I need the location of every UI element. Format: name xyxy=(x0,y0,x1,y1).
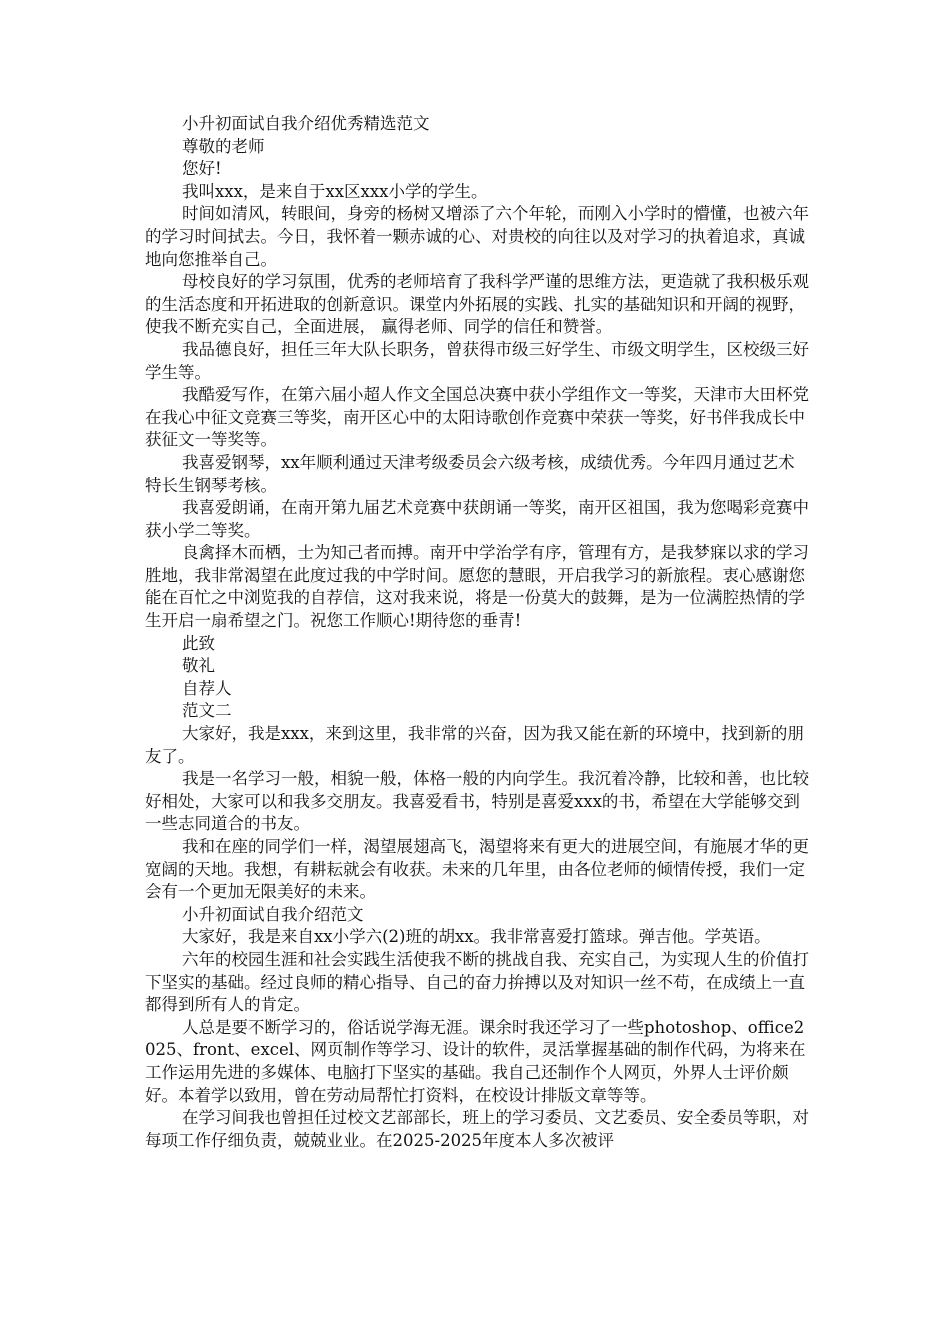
document-title: 小升初面试自我介绍优秀精选范文 xyxy=(182,114,430,133)
paragraph: 我是一名学习一般，相貌一般，体格一般的内向学生。我沉着冷静，比较和善，也比较好相处，大家可以和我多交朋友。我喜爱看书，特别是喜爱xxx的书，希望在大学能够交到一些志同道合的书友。 xyxy=(145,769,809,834)
paragraph: 母校良好的学习氛围，优秀的老师培育了我科学严谨的思维方法，更造就了我积极乐观的生活态度和开拓进取的创新意识。课堂内外拓展的实践、扎实的基础知识和开阔的视野，使我不断充实自己，全面进展， 赢得老师、同学的信任和赞誉。 xyxy=(145,272,809,337)
paragraph: 大家好，我是来自xx小学六(2)班的胡xx。我非常喜爱打篮球。弹吉他。学英语。 xyxy=(182,927,771,947)
paragraph: 我酷爱写作，在第六届小超人作文全国总决赛中获小学组作文一等奖，天津市大田杯党在我心中征文竞赛三等奖，南开区心中的太阳诗歌创作竞赛中荣获一等奖，好书伴我成长中获征文一等奖等。 xyxy=(145,385,809,450)
paragraph: 时间如清风，转眼间，身旁的杨树又增添了六个年轮，而刚入小学时的懵懂，也被六年的学习时间拭去。今日，我怀着一颗赤诚的心、对贵校的向往以及对学习的执着追求，真诚地向您推举自己。 xyxy=(145,204,809,269)
paragraph: 我喜爱朗诵，在南开第九届艺术竞赛中获朗诵一等奖，南开区祖国，我为您喝彩竞赛中获小学二等奖。 xyxy=(145,498,809,540)
section-heading: 范文二 xyxy=(182,701,232,721)
paragraph: 六年的校园生涯和社会实践生活使我不断的挑战自我、充实自己，为实现人生的价值打下坚实的基础。经过良师的精心指导、自己的奋力拚搏以及对知识一丝不苟，在成绩上一直都得到所有人的肯定。 xyxy=(145,949,809,1015)
closing-line: 此致 xyxy=(182,633,215,653)
paragraph: 在学习间我也曾担任过校文艺部部长，班上的学习委员、文艺委员、安全委员等职，对每项工作仔细负责，兢兢业业。在2025-2025年度本人多次被评 xyxy=(145,1108,809,1150)
greeting: 您好! xyxy=(182,159,222,179)
paragraph: 我品德良好，担任三年大队长职务，曾获得市级三好学生、市级文明学生，区校级三好学生等。 xyxy=(145,339,809,382)
salutation: 尊敬的老师 xyxy=(182,136,265,156)
paragraph: 我和在座的同学们一样，渴望展翅高飞，渴望将来有更大的进展空间，有施展才华的更宽阔的天地。我想，有耕耘就会有收获。未来的几年里，由各位老师的倾情传授，我们一定会有一个更加无限美好的未来。 xyxy=(145,837,809,902)
paragraph: 我喜爱钢琴，xx年顺利通过天津考级委员会六级考核，成绩优秀。今年四月通过艺术特长生钢琴考核。 xyxy=(145,452,795,495)
document-body xyxy=(145,113,810,1152)
paragraph: 我叫xxx，是来自于xx区xxx小学的学生。 xyxy=(182,181,488,201)
section-heading: 小升初面试自我介绍范文 xyxy=(182,904,364,924)
closing-line: 敬礼 xyxy=(182,656,215,676)
signature-line: 自荐人 xyxy=(182,678,232,698)
paragraph: 良禽择木而栖，士为知己者而搏。南开中学治学有序，管理有方，是我梦寐以求的学习胜地，我非常渴望在此度过我的中学时间。愿您的慧眼，开启我学习的新旅程。衷心感谢您能在百忙之中浏览我的自荐信，这对我来说，将是一份莫大的鼓舞，是为一位满腔热情的学生开启一扇希望之门。祝您工作顺心!期待您的垂青! xyxy=(145,543,809,631)
paragraph: 大家好，我是xxx，来到这里，我非常的兴奋，因为我又能在新的环境中，找到新的朋友了。 xyxy=(145,724,804,766)
paragraph: 人总是要不断学习的，俗话说学海无涯。课余时我还学习了一些photoshop、office2025、front、excel、网页制作等学习、设计的软件，灵活掌握基础的制作代码，为将来在工作运用先进的多媒体、电脑打下坚实的基础。我自己还制作个人网页，外界人士评价颇好。本着学以致用，曾在劳动局帮忙打资料，在校设计排版文章等等。 xyxy=(145,1017,806,1105)
